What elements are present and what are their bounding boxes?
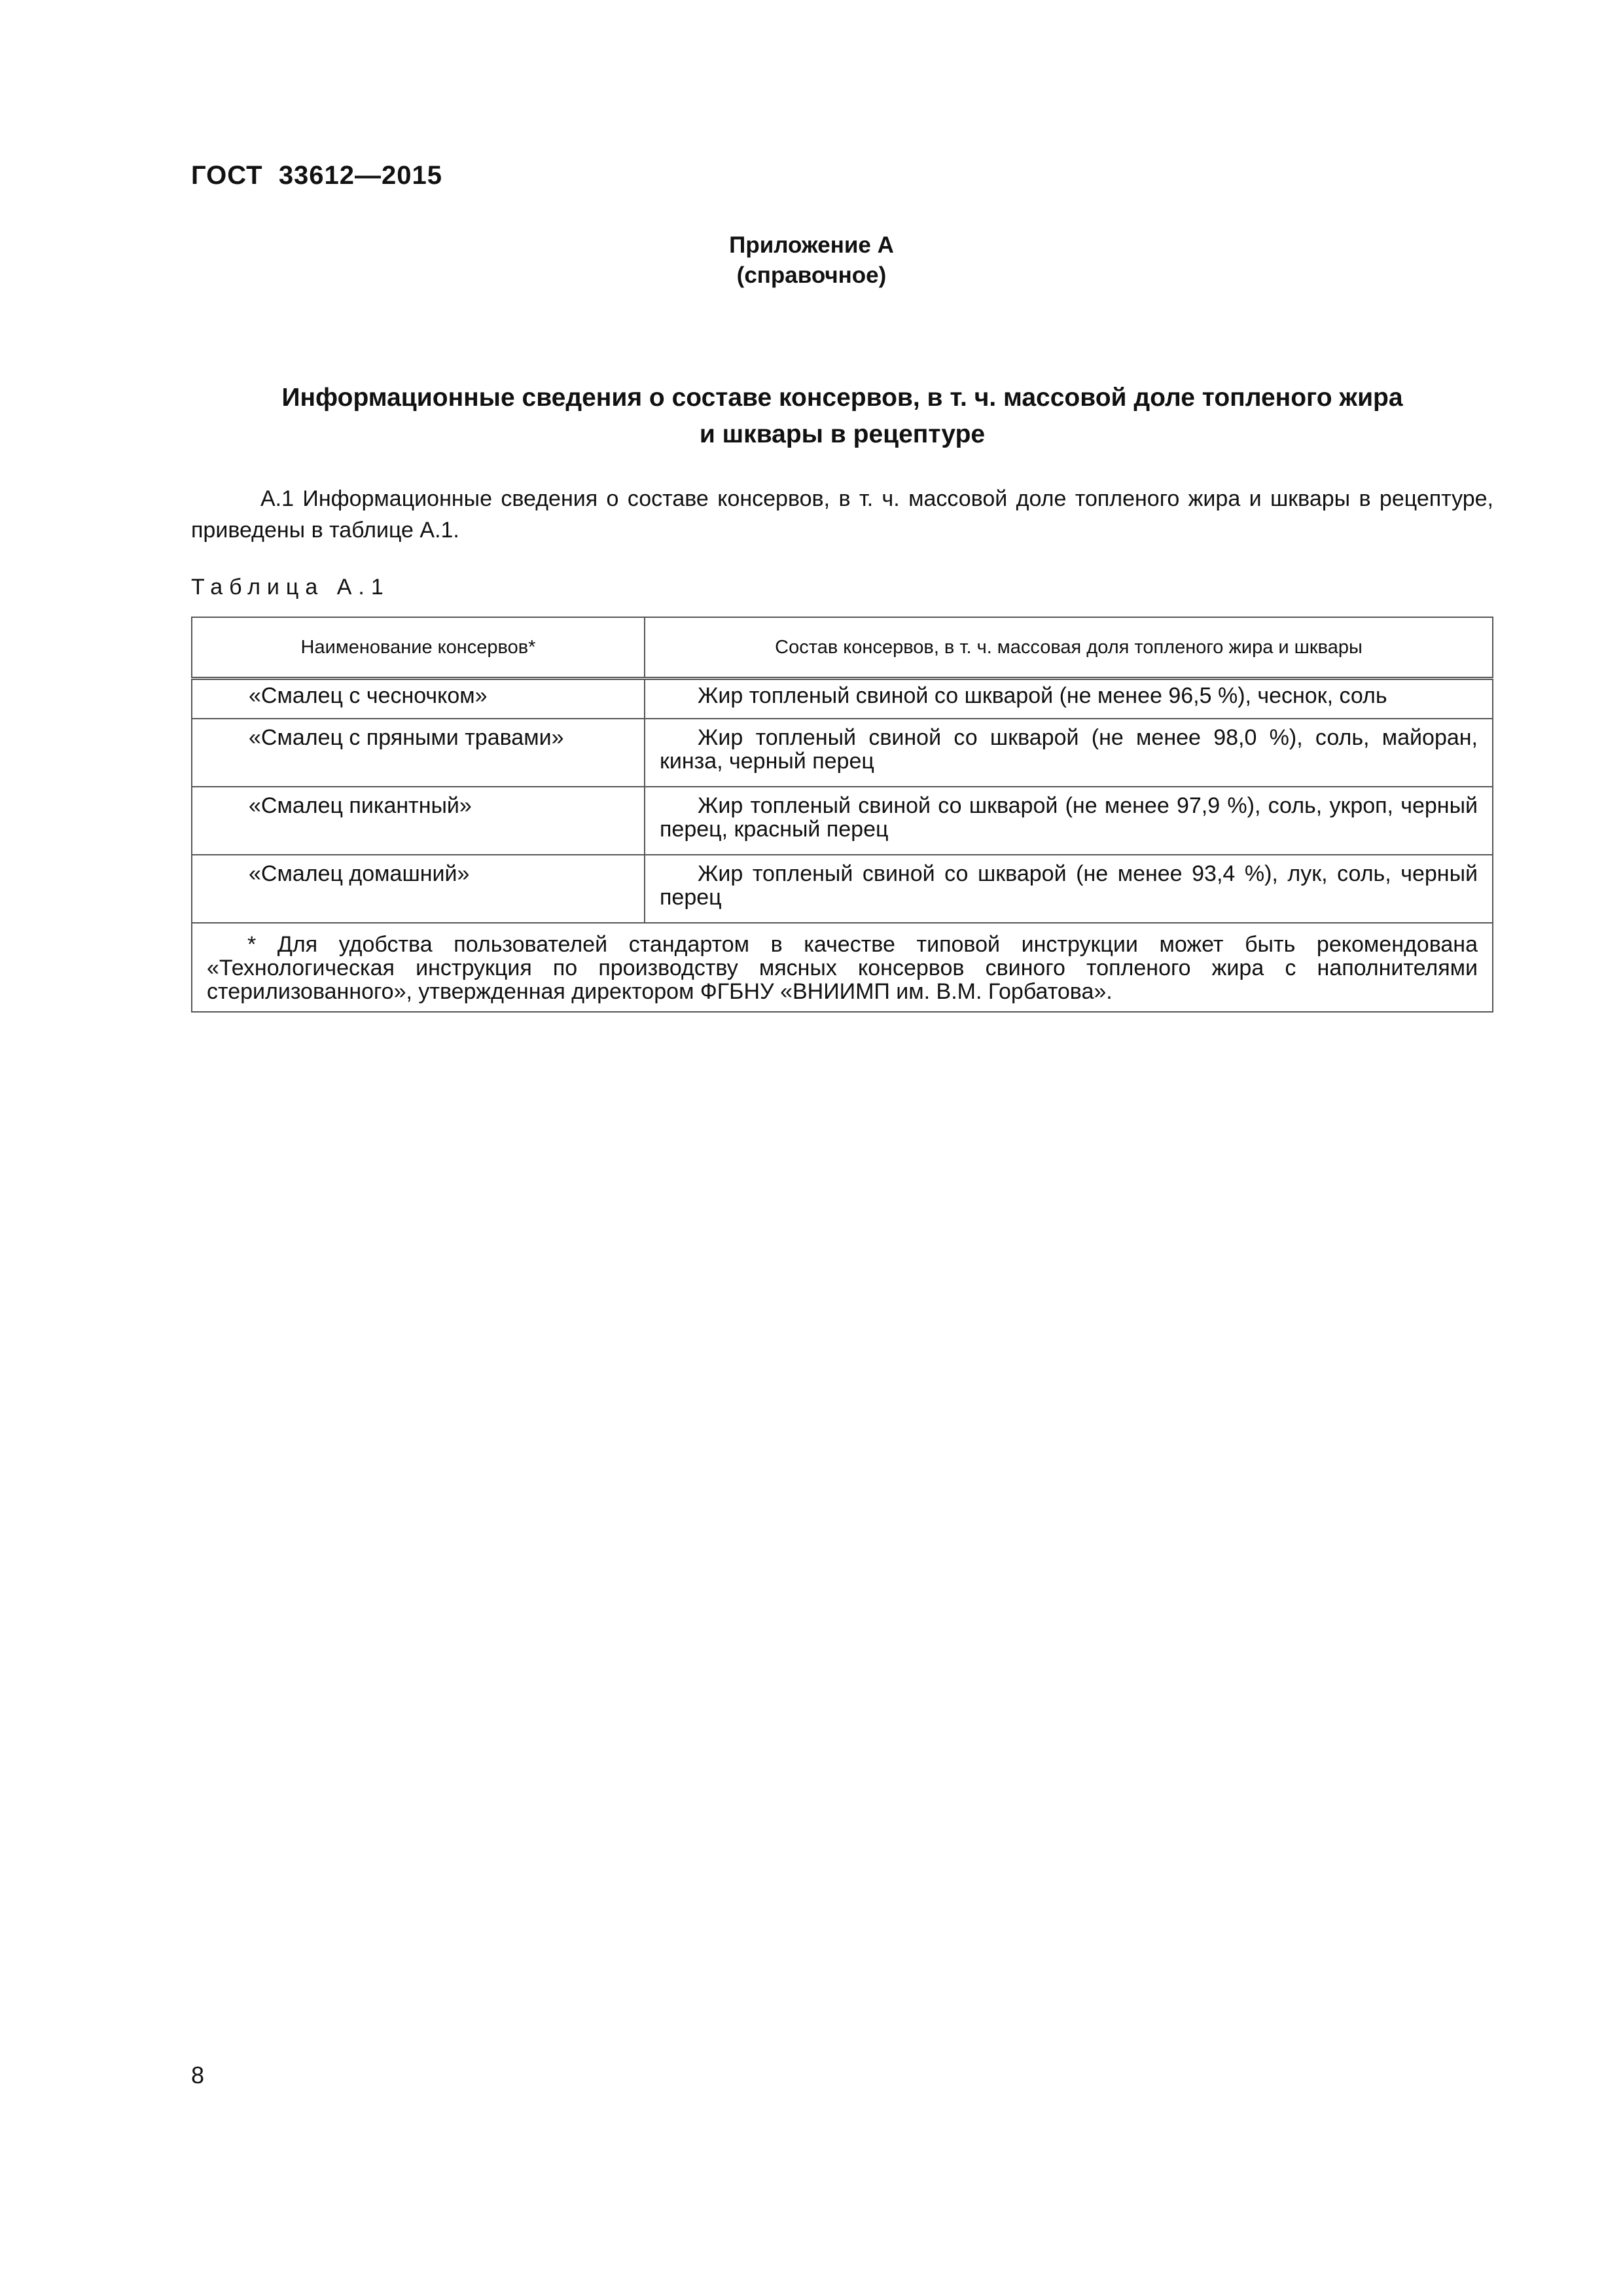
table-row xyxy=(192,679,1493,719)
table-header-row xyxy=(192,617,1493,679)
table-row xyxy=(192,855,1493,923)
table-caption: Таблица А.1 xyxy=(191,575,390,600)
section-title-line-1: Информационные сведения о составе консервов, в т. ч. массовой доле топленого жира xyxy=(281,384,1403,412)
table-footnote-row xyxy=(192,923,1493,1012)
product-name-cell: «Смалец с пряными травами» xyxy=(192,719,645,787)
product-name-cell: «Смалец с чесночком» xyxy=(192,679,645,719)
intro-paragraph: А.1 Информационные сведения о составе консервов, в т. ч. массовой доле топленого жира и шквары в рецептуре, приведены в таблице А.1. xyxy=(191,486,1493,543)
header-composition: Состав консервов, в т. ч. массовая доля топленого жира и шквары xyxy=(645,617,1493,679)
page-number: 8 xyxy=(191,2062,205,2089)
composition-cell: Жир топленый свиной со шкварой (не менее 93,4 %), лук, соль, черный перец xyxy=(645,855,1493,923)
product-name-cell: «Смалец домашний» xyxy=(192,855,645,923)
appendix-title: Приложение А xyxy=(729,232,894,258)
composition-cell: Жир топленый свиной со шкварой (не менее 97,9 %), соль, укроп, черный перец, красный перец xyxy=(645,787,1493,855)
product-name-cell: «Смалец пикантный» xyxy=(192,787,645,855)
appendix-type: (справочное) xyxy=(736,262,887,288)
table-footnote: * Для удобства пользователей стандартом в качестве типовой инструкции может быть рекомендована «Технологическая инструкция по производству мясных консервов свиного топленого жира с наполнителями стерилизованного», утвержденная директором ФГБНУ «ВНИИМП им. В.М. Горбатова». xyxy=(192,923,1493,1012)
header-product-name: Наименование консервов* xyxy=(192,617,645,679)
composition-table xyxy=(191,617,1492,1013)
composition-cell: Жир топленый свиной со шкварой (не менее 98,0 %), соль, майоран, кинза, черный перец xyxy=(645,719,1493,787)
table-row xyxy=(192,719,1493,787)
table-row xyxy=(192,787,1493,855)
section-title xyxy=(191,380,1493,453)
section-title-line-2: и шквары в рецептуре xyxy=(699,420,986,448)
appendix-heading xyxy=(0,230,1623,291)
document-code: ГОСТ 33612—2015 xyxy=(191,161,443,190)
composition-cell: Жир топленый свиной со шкварой (не менее 96,5 %), чеснок, соль xyxy=(645,679,1493,719)
